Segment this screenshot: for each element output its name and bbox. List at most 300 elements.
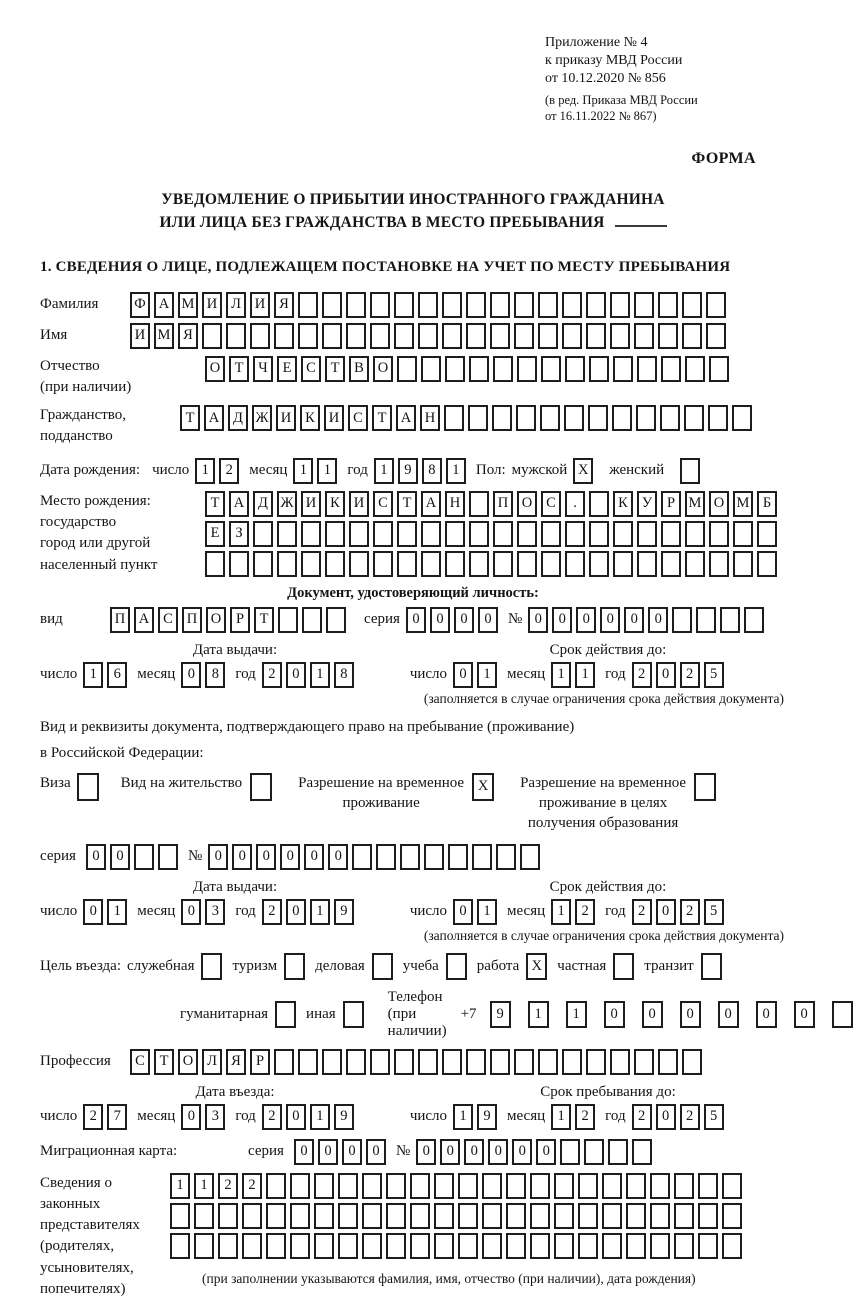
char-cell[interactable]: 5 bbox=[704, 662, 724, 688]
char-cell[interactable] bbox=[733, 551, 753, 577]
char-cell[interactable] bbox=[637, 521, 657, 547]
char-cell[interactable]: 1 bbox=[107, 899, 127, 925]
char-cell[interactable]: 0 bbox=[453, 899, 473, 925]
char-cell[interactable]: С bbox=[541, 491, 561, 517]
char-cell[interactable] bbox=[634, 323, 654, 349]
char-cell[interactable] bbox=[757, 521, 777, 547]
char-cell[interactable] bbox=[362, 1173, 382, 1199]
char-cell[interactable]: 0 bbox=[488, 1139, 508, 1165]
char-cell[interactable] bbox=[514, 323, 534, 349]
char-cell[interactable]: О bbox=[205, 356, 225, 382]
char-cell[interactable] bbox=[472, 844, 492, 870]
char-cell[interactable]: 0 bbox=[552, 607, 572, 633]
char-cell[interactable] bbox=[608, 1139, 628, 1165]
char-cell[interactable] bbox=[554, 1173, 574, 1199]
char-cell[interactable]: У bbox=[637, 491, 657, 517]
char-cell[interactable] bbox=[434, 1173, 454, 1199]
char-cell[interactable]: 0 bbox=[756, 1001, 777, 1028]
char-cell[interactable] bbox=[696, 607, 716, 633]
char-cell[interactable]: 2 bbox=[219, 458, 239, 484]
char-cell[interactable] bbox=[274, 1049, 294, 1075]
char-cell[interactable] bbox=[626, 1233, 646, 1259]
char-cell[interactable] bbox=[442, 292, 462, 318]
char-cell[interactable]: Н bbox=[445, 491, 465, 517]
char-cell[interactable] bbox=[325, 521, 345, 547]
char-cell[interactable] bbox=[516, 405, 536, 431]
char-cell[interactable] bbox=[338, 1173, 358, 1199]
char-cell[interactable] bbox=[386, 1203, 406, 1229]
char-cell[interactable]: 0 bbox=[648, 607, 668, 633]
char-cell[interactable]: 0 bbox=[366, 1139, 386, 1165]
char-cell[interactable] bbox=[242, 1203, 262, 1229]
char-cell[interactable] bbox=[434, 1203, 454, 1229]
char-cell[interactable] bbox=[298, 1049, 318, 1075]
char-cell[interactable]: 0 bbox=[478, 607, 498, 633]
char-cell[interactable] bbox=[397, 521, 417, 547]
char-cell[interactable]: А bbox=[154, 292, 174, 318]
char-cell[interactable] bbox=[554, 1233, 574, 1259]
char-cell[interactable]: 6 bbox=[107, 662, 127, 688]
char-cell[interactable]: 0 bbox=[416, 1139, 436, 1165]
char-cell[interactable]: А bbox=[229, 491, 249, 517]
char-cell[interactable] bbox=[274, 323, 294, 349]
char-cell[interactable] bbox=[314, 1173, 334, 1199]
char-cell[interactable] bbox=[634, 1049, 654, 1075]
char-cell[interactable]: 0 bbox=[256, 844, 276, 870]
char-cell[interactable]: 0 bbox=[342, 1139, 362, 1165]
char-cell[interactable]: А bbox=[421, 491, 441, 517]
char-cell[interactable]: 0 bbox=[642, 1001, 663, 1028]
char-cell[interactable]: Т bbox=[254, 607, 274, 633]
char-cell[interactable]: П bbox=[182, 607, 202, 633]
char-cell[interactable] bbox=[338, 1203, 358, 1229]
char-cell[interactable]: 1 bbox=[477, 899, 497, 925]
char-cell[interactable] bbox=[290, 1233, 310, 1259]
char-cell[interactable] bbox=[684, 405, 704, 431]
char-cell[interactable] bbox=[290, 1173, 310, 1199]
char-cell[interactable]: И bbox=[250, 292, 270, 318]
char-cell[interactable] bbox=[301, 521, 321, 547]
char-cell[interactable] bbox=[589, 551, 609, 577]
char-cell[interactable]: 1 bbox=[293, 458, 313, 484]
char-cell[interactable] bbox=[253, 551, 273, 577]
char-cell[interactable]: Л bbox=[202, 1049, 222, 1075]
char-cell[interactable]: С bbox=[348, 405, 368, 431]
char-cell[interactable] bbox=[445, 356, 465, 382]
char-cell[interactable]: Д bbox=[253, 491, 273, 517]
char-cell[interactable]: К bbox=[300, 405, 320, 431]
char-cell[interactable] bbox=[322, 292, 342, 318]
char-cell[interactable]: Р bbox=[230, 607, 250, 633]
char-cell[interactable] bbox=[314, 1203, 334, 1229]
char-cell[interactable] bbox=[444, 405, 464, 431]
char-cell[interactable] bbox=[514, 292, 534, 318]
char-cell[interactable] bbox=[530, 1173, 550, 1199]
char-cell[interactable] bbox=[370, 1049, 390, 1075]
char-cell[interactable] bbox=[578, 1203, 598, 1229]
char-cell[interactable]: 0 bbox=[83, 899, 103, 925]
char-cell[interactable]: 0 bbox=[600, 607, 620, 633]
char-cell[interactable]: 1 bbox=[528, 1001, 549, 1028]
char-cell[interactable]: 0 bbox=[304, 844, 324, 870]
char-cell[interactable]: 0 bbox=[430, 607, 450, 633]
char-cell[interactable]: Я bbox=[274, 292, 294, 318]
char-cell[interactable] bbox=[218, 1233, 238, 1259]
char-cell[interactable] bbox=[682, 1049, 702, 1075]
char-cell[interactable]: 2 bbox=[218, 1173, 238, 1199]
char-cell[interactable] bbox=[218, 1203, 238, 1229]
char-cell[interactable] bbox=[586, 1049, 606, 1075]
char-cell[interactable] bbox=[709, 521, 729, 547]
char-cell[interactable]: Ф bbox=[130, 292, 150, 318]
char-cell[interactable] bbox=[634, 292, 654, 318]
char-cell[interactable]: О bbox=[206, 607, 226, 633]
char-cell[interactable] bbox=[658, 292, 678, 318]
char-cell[interactable] bbox=[298, 323, 318, 349]
char-cell[interactable] bbox=[586, 323, 606, 349]
char-cell[interactable]: 0 bbox=[454, 607, 474, 633]
char-cell[interactable]: 1 bbox=[83, 662, 103, 688]
purpose-tourism-checkbox[interactable] bbox=[284, 953, 305, 980]
char-cell[interactable] bbox=[352, 844, 372, 870]
char-cell[interactable]: Т bbox=[397, 491, 417, 517]
char-cell[interactable] bbox=[658, 323, 678, 349]
char-cell[interactable]: 0 bbox=[718, 1001, 739, 1028]
char-cell[interactable] bbox=[496, 844, 516, 870]
char-cell[interactable] bbox=[373, 551, 393, 577]
char-cell[interactable] bbox=[562, 323, 582, 349]
char-cell[interactable] bbox=[349, 521, 369, 547]
char-cell[interactable]: 1 bbox=[551, 1104, 571, 1130]
char-cell[interactable] bbox=[636, 405, 656, 431]
char-cell[interactable] bbox=[325, 551, 345, 577]
char-cell[interactable] bbox=[349, 551, 369, 577]
char-cell[interactable] bbox=[733, 521, 753, 547]
char-cell[interactable]: И bbox=[349, 491, 369, 517]
char-cell[interactable]: 2 bbox=[575, 1104, 595, 1130]
char-cell[interactable] bbox=[469, 521, 489, 547]
char-cell[interactable]: С bbox=[158, 607, 178, 633]
purpose-transit-checkbox[interactable] bbox=[701, 953, 722, 980]
char-cell[interactable] bbox=[277, 551, 297, 577]
char-cell[interactable] bbox=[506, 1203, 526, 1229]
char-cell[interactable]: 2 bbox=[632, 1104, 652, 1130]
char-cell[interactable] bbox=[386, 1233, 406, 1259]
char-cell[interactable]: 0 bbox=[536, 1139, 556, 1165]
char-cell[interactable] bbox=[418, 1049, 438, 1075]
char-cell[interactable]: 0 bbox=[286, 899, 306, 925]
char-cell[interactable]: Е bbox=[205, 521, 225, 547]
char-cell[interactable] bbox=[394, 1049, 414, 1075]
char-cell[interactable]: 2 bbox=[632, 899, 652, 925]
char-cell[interactable] bbox=[194, 1203, 214, 1229]
char-cell[interactable]: Ж bbox=[252, 405, 272, 431]
char-cell[interactable] bbox=[589, 521, 609, 547]
char-cell[interactable] bbox=[538, 1049, 558, 1075]
char-cell[interactable]: 1 bbox=[551, 662, 571, 688]
char-cell[interactable]: Р bbox=[250, 1049, 270, 1075]
char-cell[interactable] bbox=[588, 405, 608, 431]
char-cell[interactable] bbox=[370, 292, 390, 318]
char-cell[interactable]: 1 bbox=[195, 458, 215, 484]
char-cell[interactable] bbox=[421, 356, 441, 382]
char-cell[interactable]: 1 bbox=[575, 662, 595, 688]
char-cell[interactable] bbox=[493, 356, 513, 382]
char-cell[interactable]: 3 bbox=[205, 899, 225, 925]
char-cell[interactable] bbox=[613, 551, 633, 577]
char-cell[interactable]: Е bbox=[277, 356, 297, 382]
char-cell[interactable] bbox=[540, 405, 560, 431]
char-cell[interactable] bbox=[410, 1203, 430, 1229]
char-cell[interactable]: И bbox=[276, 405, 296, 431]
char-cell[interactable] bbox=[468, 405, 488, 431]
char-cell[interactable] bbox=[322, 323, 342, 349]
visa-checkbox[interactable] bbox=[77, 773, 99, 801]
char-cell[interactable]: 2 bbox=[262, 1104, 282, 1130]
char-cell[interactable] bbox=[661, 521, 681, 547]
purpose-humanitarian-checkbox[interactable] bbox=[275, 1001, 296, 1028]
char-cell[interactable] bbox=[530, 1203, 550, 1229]
char-cell[interactable] bbox=[458, 1233, 478, 1259]
char-cell[interactable] bbox=[698, 1203, 718, 1229]
char-cell[interactable] bbox=[400, 844, 420, 870]
char-cell[interactable] bbox=[362, 1203, 382, 1229]
char-cell[interactable]: 8 bbox=[422, 458, 442, 484]
char-cell[interactable] bbox=[482, 1233, 502, 1259]
char-cell[interactable] bbox=[469, 491, 489, 517]
char-cell[interactable] bbox=[610, 1049, 630, 1075]
char-cell[interactable] bbox=[672, 607, 692, 633]
char-cell[interactable] bbox=[424, 844, 444, 870]
char-cell[interactable]: П bbox=[493, 491, 513, 517]
char-cell[interactable]: А bbox=[204, 405, 224, 431]
char-cell[interactable]: П bbox=[110, 607, 130, 633]
char-cell[interactable] bbox=[584, 1139, 604, 1165]
char-cell[interactable]: 0 bbox=[294, 1139, 314, 1165]
char-cell[interactable]: А bbox=[396, 405, 416, 431]
char-cell[interactable] bbox=[658, 1049, 678, 1075]
char-cell[interactable]: 0 bbox=[512, 1139, 532, 1165]
char-cell[interactable] bbox=[346, 292, 366, 318]
char-cell[interactable]: 2 bbox=[262, 662, 282, 688]
char-cell[interactable] bbox=[706, 292, 726, 318]
char-cell[interactable] bbox=[722, 1173, 742, 1199]
char-cell[interactable] bbox=[757, 551, 777, 577]
char-cell[interactable]: О bbox=[709, 491, 729, 517]
char-cell[interactable] bbox=[744, 607, 764, 633]
male-checkbox[interactable]: X bbox=[573, 458, 593, 484]
char-cell[interactable] bbox=[565, 551, 585, 577]
char-cell[interactable] bbox=[194, 1233, 214, 1259]
char-cell[interactable] bbox=[442, 1049, 462, 1075]
char-cell[interactable]: С bbox=[301, 356, 321, 382]
char-cell[interactable]: К bbox=[613, 491, 633, 517]
char-cell[interactable] bbox=[373, 521, 393, 547]
char-cell[interactable] bbox=[564, 405, 584, 431]
char-cell[interactable] bbox=[538, 292, 558, 318]
char-cell[interactable]: 0 bbox=[464, 1139, 484, 1165]
char-cell[interactable]: 9 bbox=[477, 1104, 497, 1130]
char-cell[interactable] bbox=[448, 844, 468, 870]
char-cell[interactable] bbox=[560, 1139, 580, 1165]
char-cell[interactable]: 5 bbox=[704, 899, 724, 925]
char-cell[interactable]: 0 bbox=[656, 1104, 676, 1130]
char-cell[interactable] bbox=[314, 1233, 334, 1259]
char-cell[interactable]: О bbox=[178, 1049, 198, 1075]
char-cell[interactable] bbox=[722, 1233, 742, 1259]
char-cell[interactable] bbox=[578, 1233, 598, 1259]
char-cell[interactable] bbox=[397, 356, 417, 382]
char-cell[interactable] bbox=[637, 356, 657, 382]
char-cell[interactable] bbox=[490, 292, 510, 318]
char-cell[interactable] bbox=[520, 844, 540, 870]
char-cell[interactable] bbox=[394, 323, 414, 349]
char-cell[interactable] bbox=[370, 323, 390, 349]
char-cell[interactable] bbox=[613, 521, 633, 547]
char-cell[interactable] bbox=[562, 1049, 582, 1075]
char-cell[interactable]: 0 bbox=[181, 662, 201, 688]
purpose-work-checkbox[interactable]: X bbox=[526, 953, 547, 980]
char-cell[interactable] bbox=[346, 323, 366, 349]
char-cell[interactable] bbox=[626, 1203, 646, 1229]
char-cell[interactable] bbox=[250, 323, 270, 349]
char-cell[interactable] bbox=[632, 1139, 652, 1165]
char-cell[interactable] bbox=[466, 1049, 486, 1075]
char-cell[interactable]: 7 bbox=[107, 1104, 127, 1130]
char-cell[interactable] bbox=[394, 292, 414, 318]
char-cell[interactable]: М bbox=[154, 323, 174, 349]
char-cell[interactable] bbox=[418, 323, 438, 349]
char-cell[interactable]: М bbox=[178, 292, 198, 318]
char-cell[interactable]: 0 bbox=[794, 1001, 815, 1028]
purpose-private-checkbox[interactable] bbox=[613, 953, 634, 980]
char-cell[interactable]: 8 bbox=[334, 662, 354, 688]
char-cell[interactable] bbox=[650, 1233, 670, 1259]
char-cell[interactable]: З bbox=[229, 521, 249, 547]
char-cell[interactable]: 0 bbox=[680, 1001, 701, 1028]
char-cell[interactable]: 2 bbox=[680, 1104, 700, 1130]
char-cell[interactable]: 0 bbox=[110, 844, 130, 870]
char-cell[interactable] bbox=[492, 405, 512, 431]
char-cell[interactable]: 0 bbox=[406, 607, 426, 633]
char-cell[interactable]: Р bbox=[661, 491, 681, 517]
char-cell[interactable]: . bbox=[565, 491, 585, 517]
char-cell[interactable] bbox=[565, 356, 585, 382]
char-cell[interactable]: Т bbox=[180, 405, 200, 431]
char-cell[interactable]: 1 bbox=[317, 458, 337, 484]
char-cell[interactable]: Т bbox=[205, 491, 225, 517]
char-cell[interactable]: 2 bbox=[632, 662, 652, 688]
char-cell[interactable] bbox=[506, 1233, 526, 1259]
char-cell[interactable] bbox=[610, 292, 630, 318]
char-cell[interactable] bbox=[229, 551, 249, 577]
char-cell[interactable] bbox=[661, 551, 681, 577]
char-cell[interactable] bbox=[493, 521, 513, 547]
char-cell[interactable]: Ж bbox=[277, 491, 297, 517]
char-cell[interactable] bbox=[613, 356, 633, 382]
char-cell[interactable]: Д bbox=[228, 405, 248, 431]
char-cell[interactable]: 1 bbox=[170, 1173, 190, 1199]
char-cell[interactable]: И bbox=[324, 405, 344, 431]
temp-residence-edu-checkbox[interactable] bbox=[694, 773, 716, 801]
char-cell[interactable] bbox=[482, 1203, 502, 1229]
char-cell[interactable] bbox=[674, 1203, 694, 1229]
char-cell[interactable] bbox=[445, 551, 465, 577]
char-cell[interactable] bbox=[732, 405, 752, 431]
char-cell[interactable]: 1 bbox=[566, 1001, 587, 1028]
char-cell[interactable] bbox=[158, 844, 178, 870]
char-cell[interactable]: Л bbox=[226, 292, 246, 318]
char-cell[interactable] bbox=[589, 491, 609, 517]
char-cell[interactable]: 2 bbox=[680, 899, 700, 925]
char-cell[interactable] bbox=[410, 1173, 430, 1199]
purpose-study-checkbox[interactable] bbox=[446, 953, 467, 980]
char-cell[interactable] bbox=[482, 1173, 502, 1199]
char-cell[interactable] bbox=[541, 521, 561, 547]
char-cell[interactable]: Я bbox=[226, 1049, 246, 1075]
char-cell[interactable] bbox=[674, 1233, 694, 1259]
char-cell[interactable] bbox=[506, 1173, 526, 1199]
char-cell[interactable] bbox=[589, 356, 609, 382]
char-cell[interactable]: 2 bbox=[83, 1104, 103, 1130]
char-cell[interactable] bbox=[541, 551, 561, 577]
char-cell[interactable]: 2 bbox=[575, 899, 595, 925]
char-cell[interactable]: 9 bbox=[490, 1001, 511, 1028]
char-cell[interactable]: 0 bbox=[181, 1104, 201, 1130]
char-cell[interactable]: 3 bbox=[205, 1104, 225, 1130]
char-cell[interactable] bbox=[266, 1203, 286, 1229]
char-cell[interactable]: 1 bbox=[310, 1104, 330, 1130]
char-cell[interactable]: 0 bbox=[328, 844, 348, 870]
char-cell[interactable]: 0 bbox=[86, 844, 106, 870]
char-cell[interactable] bbox=[418, 292, 438, 318]
char-cell[interactable] bbox=[706, 323, 726, 349]
char-cell[interactable]: 9 bbox=[398, 458, 418, 484]
char-cell[interactable] bbox=[466, 323, 486, 349]
char-cell[interactable]: М bbox=[685, 491, 705, 517]
char-cell[interactable] bbox=[278, 607, 298, 633]
char-cell[interactable]: 5 bbox=[704, 1104, 724, 1130]
char-cell[interactable] bbox=[301, 551, 321, 577]
char-cell[interactable] bbox=[685, 551, 705, 577]
char-cell[interactable] bbox=[226, 323, 246, 349]
char-cell[interactable]: 0 bbox=[604, 1001, 625, 1028]
purpose-business-checkbox[interactable] bbox=[372, 953, 393, 980]
char-cell[interactable] bbox=[562, 292, 582, 318]
female-checkbox[interactable] bbox=[680, 458, 700, 484]
char-cell[interactable] bbox=[698, 1173, 718, 1199]
char-cell[interactable] bbox=[650, 1203, 670, 1229]
char-cell[interactable] bbox=[626, 1173, 646, 1199]
char-cell[interactable] bbox=[708, 405, 728, 431]
char-cell[interactable]: 2 bbox=[262, 899, 282, 925]
char-cell[interactable] bbox=[170, 1233, 190, 1259]
char-cell[interactable] bbox=[709, 356, 729, 382]
char-cell[interactable] bbox=[490, 323, 510, 349]
char-cell[interactable]: 1 bbox=[194, 1173, 214, 1199]
char-cell[interactable]: 1 bbox=[551, 899, 571, 925]
char-cell[interactable] bbox=[514, 1049, 534, 1075]
char-cell[interactable] bbox=[517, 521, 537, 547]
char-cell[interactable] bbox=[517, 551, 537, 577]
char-cell[interactable] bbox=[602, 1203, 622, 1229]
char-cell[interactable]: И bbox=[202, 292, 222, 318]
char-cell[interactable] bbox=[586, 292, 606, 318]
char-cell[interactable]: С bbox=[130, 1049, 150, 1075]
char-cell[interactable] bbox=[493, 551, 513, 577]
char-cell[interactable] bbox=[722, 1203, 742, 1229]
char-cell[interactable] bbox=[490, 1049, 510, 1075]
